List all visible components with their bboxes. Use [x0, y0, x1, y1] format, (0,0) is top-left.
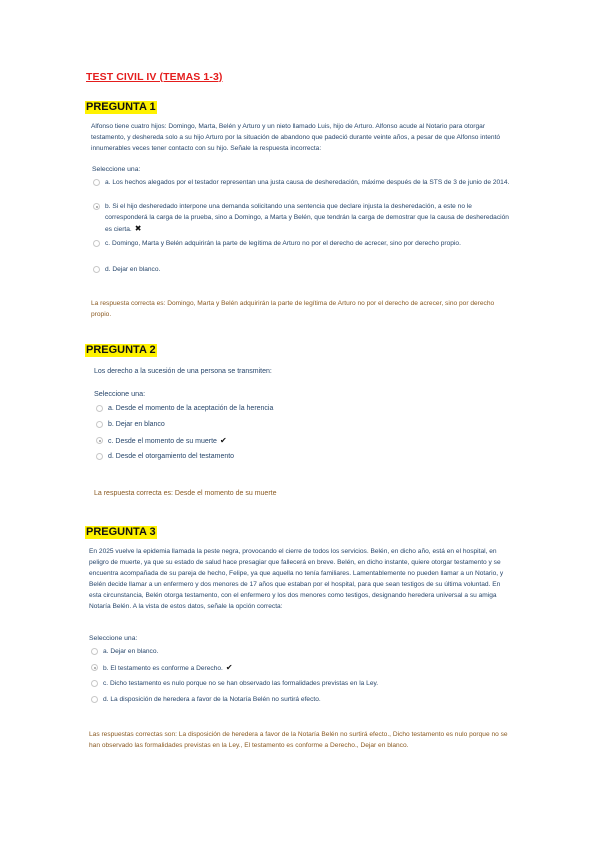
question-2-feedback: La respuesta correcta es: Desde el momento de su muerte [94, 490, 277, 497]
option-label: b. Si el hijo desheredado interpone una demanda solicitando una sentencia que declare injusta la desheredación, a este no le corresponderá la carga de la prueba, sino a Domingo, a Marta y Belén, que tendrán la carga de demostrar que la causa de desheredación es cierta. [105, 203, 509, 233]
question-2-option-c[interactable] [96, 435, 496, 447]
question-3-option-c[interactable] [91, 678, 509, 689]
question-2-option-a[interactable] [96, 403, 496, 414]
question-2-heading: PREGUNTA 2 [86, 344, 156, 356]
radio-button-selected[interactable] [91, 664, 98, 671]
option-label: c. Desde el momento de su muerte [108, 438, 217, 445]
radio-button[interactable] [93, 179, 100, 186]
radio-button[interactable] [96, 405, 103, 412]
option-label: d. La disposición de heredera a favor de la Notaría Belén no surtirá efecto. [103, 696, 321, 703]
option-label: b. Dejar en blanco [108, 421, 165, 428]
radio-button[interactable] [93, 240, 100, 247]
question-3-option-a[interactable] [91, 646, 509, 657]
option-label: d. Desde el otorgamiento del testamento [108, 453, 235, 460]
radio-button[interactable] [91, 648, 98, 655]
question-1-feedback: La respuesta correcta es: Domingo, Marta y Belén adquirirán la parte de legítima de Arturo no por el derecho de acrecer, sino por derecho propio. [91, 300, 495, 318]
question-1-option-d[interactable] [93, 264, 511, 275]
option-label: a. Los hechos alegados por el testador representan una justa causa de desheredación, máxime después de la STS de 3 de junio de 2014. [105, 179, 510, 186]
correct-check-icon: ✔ [219, 436, 227, 445]
question-1-stem: Alfonso tiene cuatro hijos: Domingo, Marta, Belén y Arturo y un nieto llamado Luis, hijo de Arturo. Alfonso acude al Notario para otorgar testamento, y deshereda solo a su hijo Arturo por la situación de abandono que padeció durante veinte años, a pesar de que Alfonso intentó innumerables veces tener contacto con su hijo. Señale la respuesta incorrecta: [91, 123, 501, 152]
question-3-stem: En 2025 vuelve la epidemia llamada la peste negra, provocando el cierre de todos los servicios. Belén, en dicho año, está en el hospital, en peligro de muerte, ya que su estado de salud hace presagiar que fallecerá en breve. Belén, en dicho instante, quiere otorgar testamento y se encuentra acompañada de su pareja de hecho, Felipe, ya que aquella no tenía familiares. Lamentablemente no pueden llamar a un Notario, y Belén decide llamar a un enfermero y dos menores de 17 años que estaban por el hospital, para que sean testigos de su última voluntad. En esta circunstancia, Belén otorga testamento, con el enfermero y los dos menores como testigos, designando heredera universal a su amiga Notaría Belén. A la vista de estos datos, señale la opción correcta: [89, 548, 504, 610]
option-label: a. Dejar en blanco. [103, 648, 159, 655]
document-title: TEST CIVIL IV (TEMAS 1-3) [86, 71, 223, 83]
question-3-feedback: Las respuestas correctas son: La disposición de heredera a favor de la Notaría Belén no surtirá efecto., Dicho testamento es nulo porque no se han observado las formalidades previstas en la Ley., El testamento es conforme a Derecho., Dejar en blanco. [89, 731, 508, 749]
question-2-option-b[interactable] [96, 419, 496, 430]
radio-button[interactable] [93, 266, 100, 273]
option-label: c. Domingo, Marta y Belén adquirirán la parte de legítima de Arturo no por el derecho de acrecer, sino por derecho propio. [105, 240, 461, 247]
radio-button-selected[interactable] [96, 437, 103, 444]
radio-button[interactable] [96, 453, 103, 460]
correct-check-icon: ✔ [225, 663, 233, 672]
radio-button[interactable] [91, 680, 98, 687]
radio-button-selected[interactable] [93, 203, 100, 210]
question-3-option-d[interactable] [91, 694, 509, 705]
question-3-prompt: Seleccione una: [89, 635, 138, 642]
question-1-option-b[interactable] [93, 201, 511, 235]
question-1-option-c[interactable] [93, 238, 511, 249]
question-3-heading: PREGUNTA 3 [86, 526, 156, 538]
option-label: a. Desde el momento de la aceptación de la herencia [108, 405, 274, 412]
option-label: b. El testamento es conforme a Derecho. [103, 665, 223, 672]
option-label: c. Dicho testamento es nulo porque no se han observado las formalidades previstas en la Ley. [103, 680, 379, 687]
question-1-heading: PREGUNTA 1 [86, 101, 156, 113]
question-1-option-a[interactable] [93, 177, 511, 188]
radio-button[interactable] [96, 421, 103, 428]
question-2-stem: Los derecho a la sucesión de una persona se transmiten: [94, 368, 272, 375]
question-1-prompt: Seleccione una: [92, 166, 141, 173]
radio-button[interactable] [91, 696, 98, 703]
question-2-prompt: Seleccione una: [94, 389, 146, 398]
option-label: d. Dejar en blanco. [105, 266, 161, 273]
question-2-option-d[interactable] [96, 451, 496, 462]
question-3-option-b[interactable] [91, 662, 509, 674]
incorrect-x-icon: ✖ [134, 224, 142, 233]
